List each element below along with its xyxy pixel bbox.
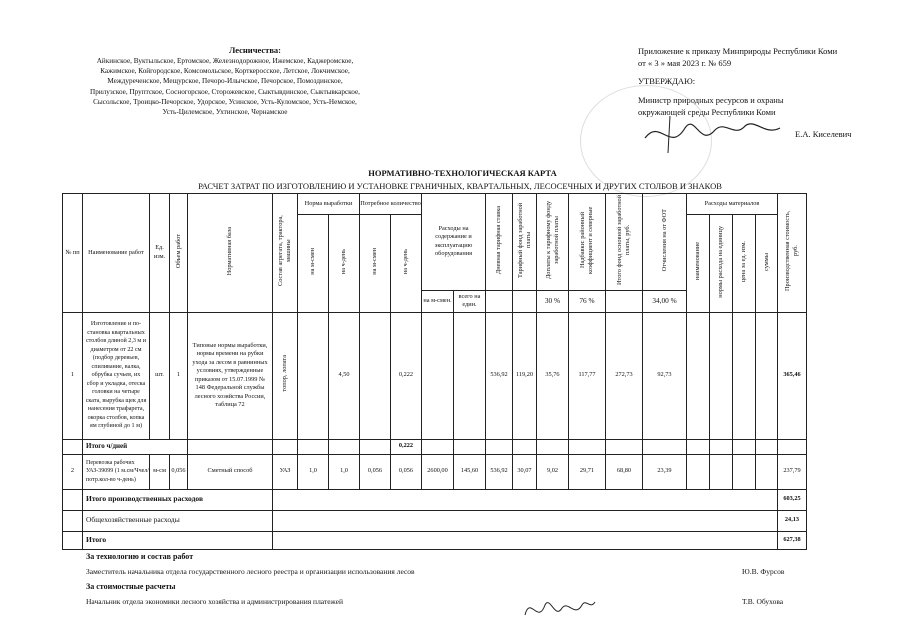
row-norm-base: Типовые нормы выработки, нормы времени на рубки ухода за лесом в равнинных условиях, утвержденные приказом от 15.07.1999 № 148 Федеральной службы лесного хозяйства России, таблица 72 — [188, 312, 273, 439]
tech-signer-role: Заместитель начальника отдела государственного лесного реестра и организации использования лесов — [86, 567, 415, 576]
col-deductions: Отчисления на от ФОТ — [643, 194, 687, 291]
row-prod-cost: 237,79 — [778, 454, 807, 489]
col-norm-shift: на м-смен — [298, 215, 329, 313]
production-total-row — [63, 489, 807, 510]
col-need-shift: на м-смен — [360, 215, 391, 313]
production-total-value: 603,25 — [778, 489, 807, 510]
approve-label: УТВЕРЖДАЮ: — [638, 76, 696, 86]
forestries-line: Усть-Цилемское, Ухтинское, Чернамское — [162, 108, 288, 117]
row-norm-day: 4,50 — [329, 312, 360, 439]
row-day-rate: 536,92 — [486, 454, 513, 489]
document-subtitle: РАСЧЕТ ЗАТРАТ ПО ИЗГОТОВЛЕНИЮ И УСТАНОВКЕ ГРАНИЧНЫХ, КВАРТАЛЬНЫХ, ЛЕСОСЕЧНЫХ И ДРУГИХ СТОЛБОВ И ЗНАКОВ — [198, 181, 722, 191]
cost-signer-signature — [520, 590, 600, 630]
cost-table — [62, 193, 807, 550]
row-deductions: 92,73 — [643, 312, 687, 439]
row-volume: 1 — [170, 312, 188, 439]
order-date: от « 3 » мая 2023 г. № 659 — [638, 58, 732, 68]
row-name: Перевозка рабочих УАЗ-39099 (1 м.см/Ччел/потр.кол-во ч-день) — [83, 454, 150, 489]
forestries-heading: Лесничества: — [228, 45, 281, 55]
row-bonus: 29,71 — [569, 454, 606, 489]
production-total-label: Итого производственных расходов — [83, 489, 273, 510]
row-deductions: 23,39 — [643, 454, 687, 489]
col-total-fund: Итого фонд основной заработной платы, руб. — [606, 194, 643, 291]
forestries-line: Сысольское, Троицко-Печорское, Удорское, Усинское, Усть-Куломское, Усть-Немское, — [93, 97, 357, 106]
tech-heading: За технологию и состав работ — [86, 552, 194, 561]
row-prod-cost: 365,46 — [778, 312, 807, 439]
col-prod-cost: Производственная стоимость, руб. — [778, 194, 807, 313]
minister-name: Е.А. Киселевич — [795, 129, 852, 139]
col-unit-comp: Состав агрегата, трактора, машины — [273, 194, 298, 313]
row-surcharge: 9,02 — [537, 454, 569, 489]
col-unit: Ед. изм. — [150, 194, 170, 313]
row-bonus: 117,77 — [569, 312, 606, 439]
minister-signature — [640, 108, 790, 158]
pct-surcharge: 30 % — [537, 290, 569, 312]
row-need-day: 0,222 — [391, 312, 422, 439]
minister-title-line1: Министр природных ресурсов и охраны — [638, 95, 784, 105]
row-surcharge: 35,76 — [537, 312, 569, 439]
col-day-rate: Дневная тарифная ставка — [486, 194, 513, 291]
subtotal-value: 0,222 — [391, 439, 422, 454]
row-volume: 0,056 — [170, 454, 188, 489]
row-total-fund: 68,80 — [606, 454, 643, 489]
row-unit: м-см — [150, 454, 170, 489]
cost-heading: За стоимостные расчеты — [86, 582, 176, 591]
row-norm-shift: 1,0 — [298, 454, 329, 489]
row-tariff: 30,07 — [513, 454, 537, 489]
col-norm-day: на ч-день — [329, 215, 360, 313]
row-maint-total: 145,60 — [454, 454, 486, 489]
general-costs-row — [63, 510, 807, 531]
col-surcharge: Доплаты к тарифному фонду заработной платы — [537, 194, 569, 291]
minister-title-line2: окружающей среды Республики Коми — [638, 107, 776, 117]
pct-bonus: 76 % — [569, 290, 606, 312]
row-num: 2 — [63, 454, 83, 489]
row-unit-comp: УАЗ — [273, 454, 298, 489]
col-tariff: Тарифный фонд заработной платы — [513, 194, 537, 291]
col-materials: Расходы материалов — [687, 194, 778, 215]
forestries-line: Прилузское, Пруптское, Сосногорское, Сторожевское, Сыктывдинское, Сыктывкарское, — [90, 87, 360, 96]
col-name: Наименование работ — [83, 194, 150, 313]
table-row — [63, 454, 807, 489]
row-unit: шт. — [150, 312, 170, 439]
row-norm-base: Сметный способ — [188, 454, 273, 489]
row-name: Изготовление и по-становка квартальных столбов длиной 2,3 м и диаметром от 22 см (подбор деревьев, спиливание, валка, обрубка сучьев, их сбор и укладка, отеска головки на четыре ската, вырубка щек для нанесения трафарета, окорка столбов, копка ям глубиной до 1 м) — [83, 312, 150, 439]
col-bonus: Надбавки: районный коэффициент и северные — [569, 194, 606, 291]
col-need-day: на ч-день — [391, 215, 422, 313]
cost-signer-role: Начальник отдела экономики лесного хозяйства и администрирования платежей — [86, 597, 343, 606]
forestries-list — [55, 56, 395, 117]
appendix-text: Приложение к приказу Минприроды Республики Коми — [638, 46, 838, 56]
row-need-shift: 0,056 — [360, 454, 391, 489]
tech-signer-name: Ю.В. Фурсов — [742, 567, 785, 576]
grand-total-value: 627,38 — [778, 531, 807, 549]
col-norm-base: Нормативная база — [188, 194, 273, 313]
col-mat-price: цена за ед. изм. — [733, 215, 756, 313]
col-mat-name: наименование — [687, 215, 710, 313]
row-maint-shift: 2600,00 — [422, 454, 454, 489]
appendix-block — [638, 45, 878, 69]
col-maint: Расходы на содержание и эксплуатацию оборудования — [422, 194, 486, 291]
forestries-line: Кажимское, Койгородское, Комсомольское, Корткеросское, Летское, Локчимское, — [100, 67, 350, 76]
col-maint-total: всего на един. — [454, 290, 486, 312]
row-day-rate: 536,92 — [486, 312, 513, 439]
grand-total-label: Итого — [83, 531, 273, 549]
col-maint-shift: на м-смен. — [422, 290, 454, 312]
document-title: НОРМАТИВНО-ТЕХНОЛОГИЧЕСКАЯ КАРТА — [368, 168, 557, 178]
grand-total-row — [63, 531, 807, 549]
cost-signer-name: Т.В. Обухова — [742, 597, 784, 606]
general-costs-value: 24,13 — [778, 510, 807, 531]
col-need-qty: Потребное количество — [360, 194, 422, 215]
pct-deductions: 34,00 % — [643, 290, 687, 312]
subtotal-label: Итого ч/дней — [83, 439, 188, 454]
forestries-line: Айкинское, Вуктыльское, Ертомское, Железнодорожное, Ижемское, Каджеромское, — [96, 57, 354, 65]
row-need-day: 0,056 — [391, 454, 422, 489]
row-total-fund: 272,73 — [606, 312, 643, 439]
col-num: № пп — [63, 194, 83, 313]
forestries-line: Междуреченское, Мещурское, Печоро-Илычское, Печорское, Помоздинское, — [107, 77, 343, 86]
row-num: 1 — [63, 312, 83, 439]
col-norm-out: Норма выработки — [298, 194, 360, 215]
table-row — [63, 312, 807, 439]
row-norm-day: 1,0 — [329, 454, 360, 489]
col-mat-sum: суммы — [756, 215, 778, 313]
row-unit-comp: топор, лопата — [273, 312, 298, 439]
subtotal-row — [63, 439, 807, 454]
col-mat-norm: нормы расхода на единицу — [710, 215, 733, 313]
general-costs-label: Общехозяйственные расходы — [83, 510, 273, 531]
col-volume: Объем работ — [170, 194, 188, 313]
row-tariff: 119,20 — [513, 312, 537, 439]
